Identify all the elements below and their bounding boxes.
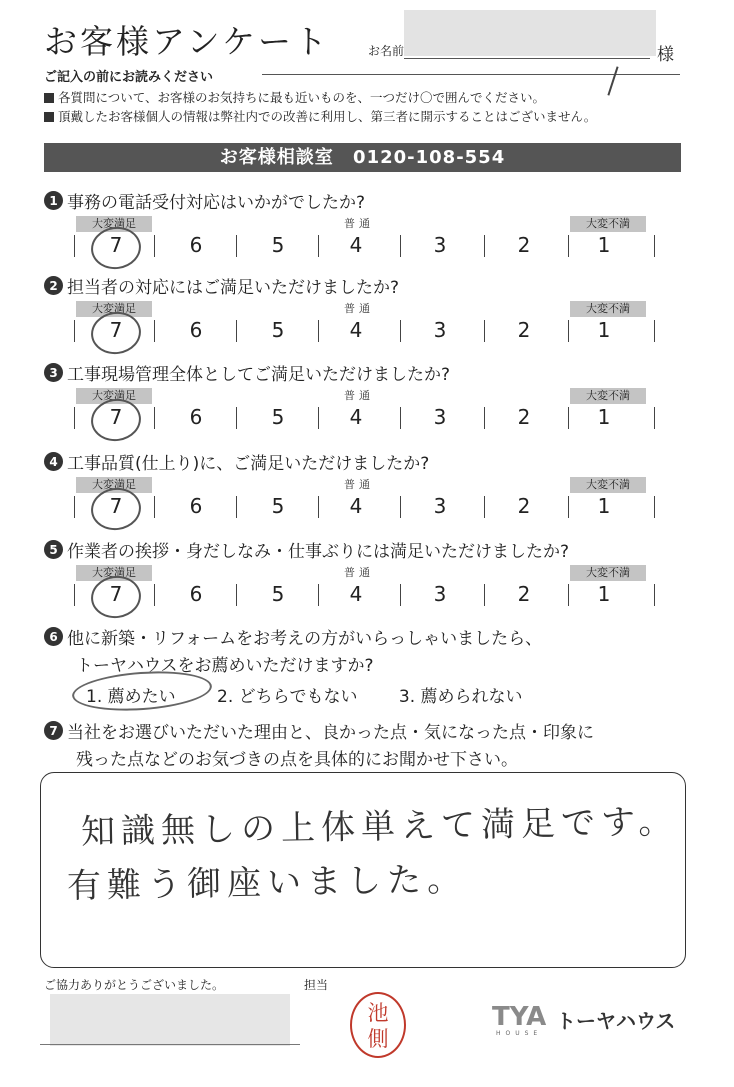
question-text: 工事品質(仕上り)に、ご満足いただけましたか? bbox=[67, 454, 430, 474]
scale-label-high: 大変満足 bbox=[76, 388, 152, 404]
scale-divider bbox=[236, 584, 237, 606]
scale-divider bbox=[74, 320, 75, 342]
scale-label-high: 大変満足 bbox=[76, 301, 152, 317]
rating-option-3[interactable]: 3 bbox=[433, 233, 447, 257]
scale-label-mid: 普通 bbox=[344, 389, 374, 402]
scale-label-high: 大変満足 bbox=[76, 216, 152, 232]
redacted-name-area bbox=[404, 10, 656, 56]
notice-heading: ご記入の前にお読みください bbox=[44, 70, 214, 85]
question-text: 担当者の対応にはご満足いただけましたか? bbox=[67, 278, 400, 298]
rating-scale bbox=[44, 476, 684, 532]
rating-option-5[interactable]: 5 bbox=[271, 318, 285, 342]
rating-option-3[interactable]: 3 bbox=[433, 405, 447, 429]
scale-divider bbox=[654, 235, 655, 257]
scale-divider bbox=[568, 496, 569, 518]
question-text: 当社をお選びいただいた理由と、良かった点・気になった点・印象に bbox=[67, 723, 594, 743]
rating-option-7[interactable]: 7 bbox=[109, 405, 123, 429]
rating-option-3[interactable]: 3 bbox=[433, 494, 447, 518]
rating-option-6[interactable]: 6 bbox=[189, 233, 203, 257]
scale-label-high: 大変満足 bbox=[76, 565, 152, 581]
rating-option-1[interactable]: 1 bbox=[597, 405, 611, 429]
rating-option-4[interactable]: 4 bbox=[349, 233, 363, 257]
scale-divider bbox=[236, 235, 237, 257]
redacted-staff-area bbox=[50, 994, 290, 1046]
scale-divider bbox=[568, 407, 569, 429]
rating-scale bbox=[44, 215, 684, 271]
scale-divider bbox=[484, 407, 485, 429]
scale-divider bbox=[400, 584, 401, 606]
scale-divider bbox=[568, 584, 569, 606]
question-6 bbox=[44, 624, 684, 676]
question-number-icon: 1 bbox=[44, 191, 63, 210]
choice-neutral[interactable]: 2. どちらでもない bbox=[217, 687, 358, 707]
rating-scale bbox=[44, 387, 684, 443]
comment-textarea[interactable] bbox=[40, 772, 686, 968]
scale-divider bbox=[484, 320, 485, 342]
scale-divider bbox=[654, 320, 655, 342]
square-bullet-icon bbox=[44, 93, 54, 103]
scale-label-low: 大変不満 bbox=[570, 216, 646, 232]
scale-divider bbox=[484, 496, 485, 518]
rating-option-3[interactable]: 3 bbox=[433, 318, 447, 342]
rating-option-5[interactable]: 5 bbox=[271, 405, 285, 429]
scale-divider bbox=[154, 235, 155, 257]
rating-option-7[interactable]: 7 bbox=[109, 318, 123, 342]
handwritten-comment-line: 有難う御座いました。 bbox=[66, 859, 468, 907]
rating-option-7[interactable]: 7 bbox=[109, 233, 123, 257]
scale-divider bbox=[400, 320, 401, 342]
rating-option-2[interactable]: 2 bbox=[517, 318, 531, 342]
rating-option-2[interactable]: 2 bbox=[517, 233, 531, 257]
name-suffix: 様 bbox=[657, 45, 674, 65]
rating-option-1[interactable]: 1 bbox=[597, 318, 611, 342]
question-1 bbox=[44, 188, 684, 271]
scale-divider bbox=[568, 320, 569, 342]
question-3 bbox=[44, 360, 684, 443]
scale-divider bbox=[74, 407, 75, 429]
question-number-icon: 3 bbox=[44, 363, 63, 382]
scale-divider bbox=[654, 584, 655, 606]
rating-option-1[interactable]: 1 bbox=[597, 233, 611, 257]
scale-divider bbox=[654, 407, 655, 429]
hanko-stamp: 池 側 bbox=[350, 992, 406, 1058]
notice-bullet: 頂戴したお客様個人の情報は弊社内での改善に利用し、第三者に開示することはございません。 bbox=[44, 107, 596, 125]
scale-divider bbox=[154, 407, 155, 429]
staff-label: 担当 bbox=[304, 978, 329, 992]
scale-label-low: 大変不満 bbox=[570, 301, 646, 317]
rating-scale bbox=[44, 564, 684, 620]
scale-label-mid: 普通 bbox=[344, 302, 374, 315]
scale-divider bbox=[484, 584, 485, 606]
rating-option-2[interactable]: 2 bbox=[517, 405, 531, 429]
rating-option-5[interactable]: 5 bbox=[271, 233, 285, 257]
square-bullet-icon bbox=[44, 112, 54, 122]
scale-label-low: 大変不満 bbox=[570, 477, 646, 493]
scale-divider bbox=[318, 235, 319, 257]
name-field-line[interactable] bbox=[404, 58, 650, 59]
support-label: お客様相談室 bbox=[219, 147, 334, 168]
question-number-icon: 5 bbox=[44, 540, 63, 559]
question-number-icon: 6 bbox=[44, 627, 63, 646]
rating-option-1[interactable]: 1 bbox=[597, 494, 611, 518]
question-number-icon: 7 bbox=[44, 721, 63, 740]
rating-option-7[interactable]: 7 bbox=[109, 582, 123, 606]
scale-divider bbox=[74, 584, 75, 606]
scale-label-mid: 普通 bbox=[344, 478, 374, 491]
question-text: トーヤハウスをお薦めいただけますか? bbox=[76, 656, 374, 676]
question-text: 残った点などのお気づきの点を具体的にお聞かせ下さい。 bbox=[76, 750, 518, 770]
scale-divider bbox=[154, 320, 155, 342]
scale-label-mid: 普通 bbox=[344, 217, 374, 230]
scale-divider bbox=[236, 496, 237, 518]
scale-label-low: 大変不満 bbox=[570, 388, 646, 404]
scale-divider bbox=[400, 496, 401, 518]
page-title: お客様アンケート bbox=[44, 22, 331, 61]
staff-line bbox=[40, 1044, 300, 1045]
rating-option-6[interactable]: 6 bbox=[189, 582, 203, 606]
scale-divider bbox=[400, 407, 401, 429]
rating-scale bbox=[44, 300, 684, 356]
rating-option-4[interactable]: 4 bbox=[349, 494, 363, 518]
scale-label-mid: 普通 bbox=[344, 566, 374, 579]
rating-option-4[interactable]: 4 bbox=[349, 318, 363, 342]
rating-option-6[interactable]: 6 bbox=[189, 494, 203, 518]
scale-divider bbox=[74, 496, 75, 518]
question-5 bbox=[44, 537, 684, 620]
choice-not-recommend[interactable]: 3. 薦められない bbox=[398, 687, 523, 707]
rating-option-5[interactable]: 5 bbox=[271, 494, 285, 518]
thanks-text: ご協力ありがとうございました。 bbox=[44, 978, 225, 992]
scale-divider bbox=[74, 235, 75, 257]
logo-mark-icon: TYA HOUSE bbox=[492, 1002, 547, 1037]
scale-divider bbox=[484, 235, 485, 257]
scale-divider bbox=[236, 320, 237, 342]
question-text: 工事現場管理全体としてご満足いただけましたか? bbox=[67, 365, 451, 385]
scale-divider bbox=[318, 407, 319, 429]
rating-option-6[interactable]: 6 bbox=[189, 405, 203, 429]
scale-divider bbox=[400, 235, 401, 257]
question-number-icon: 4 bbox=[44, 452, 63, 471]
scale-divider bbox=[654, 496, 655, 518]
question-text: 事務の電話受付対応はいかがでしたか? bbox=[67, 193, 366, 213]
support-phone[interactable]: 0120-108-554 bbox=[353, 147, 506, 168]
question-4 bbox=[44, 449, 684, 532]
scale-divider bbox=[318, 496, 319, 518]
question-text: 他に新築・リフォームをお考えの方がいらっしゃいましたら、 bbox=[67, 629, 543, 649]
scale-divider bbox=[568, 235, 569, 257]
scale-divider bbox=[318, 584, 319, 606]
rating-option-7[interactable]: 7 bbox=[109, 494, 123, 518]
handwritten-comment-line: 知識無しの上体単えて満足です。 bbox=[80, 801, 679, 853]
rating-option-3[interactable]: 3 bbox=[433, 582, 447, 606]
scale-divider bbox=[236, 407, 237, 429]
rating-option-1[interactable]: 1 bbox=[597, 582, 611, 606]
rating-option-5[interactable]: 5 bbox=[271, 582, 285, 606]
support-banner bbox=[44, 143, 681, 172]
notice-divider bbox=[262, 74, 680, 75]
question-2 bbox=[44, 273, 684, 356]
company-logo bbox=[492, 1002, 675, 1036]
question-number-icon: 2 bbox=[44, 276, 63, 295]
rating-option-6[interactable]: 6 bbox=[189, 318, 203, 342]
scale-label-low: 大変不満 bbox=[570, 565, 646, 581]
name-label: お名前 bbox=[368, 44, 405, 58]
notice-bullet: 各質問について、お客様のお気持ちに最も近いものを、一つだけ〇で囲んでください。 bbox=[44, 88, 545, 106]
rating-option-2[interactable]: 2 bbox=[517, 494, 531, 518]
pen-slash-mark bbox=[607, 66, 618, 95]
rating-option-4[interactable]: 4 bbox=[349, 582, 363, 606]
choice-recommend[interactable]: 1. 薦めたい bbox=[86, 687, 176, 707]
rating-option-4[interactable]: 4 bbox=[349, 405, 363, 429]
scale-divider bbox=[154, 496, 155, 518]
question-text: 作業者の挨拶・身だしなみ・仕事ぶりには満足いただけましたか? bbox=[67, 542, 570, 562]
recommend-choices bbox=[86, 682, 559, 707]
question-7 bbox=[44, 718, 684, 770]
rating-option-2[interactable]: 2 bbox=[517, 582, 531, 606]
scale-label-high: 大変満足 bbox=[76, 477, 152, 493]
scale-divider bbox=[318, 320, 319, 342]
scale-divider bbox=[154, 584, 155, 606]
company-name: トーヤハウス bbox=[556, 1008, 676, 1033]
